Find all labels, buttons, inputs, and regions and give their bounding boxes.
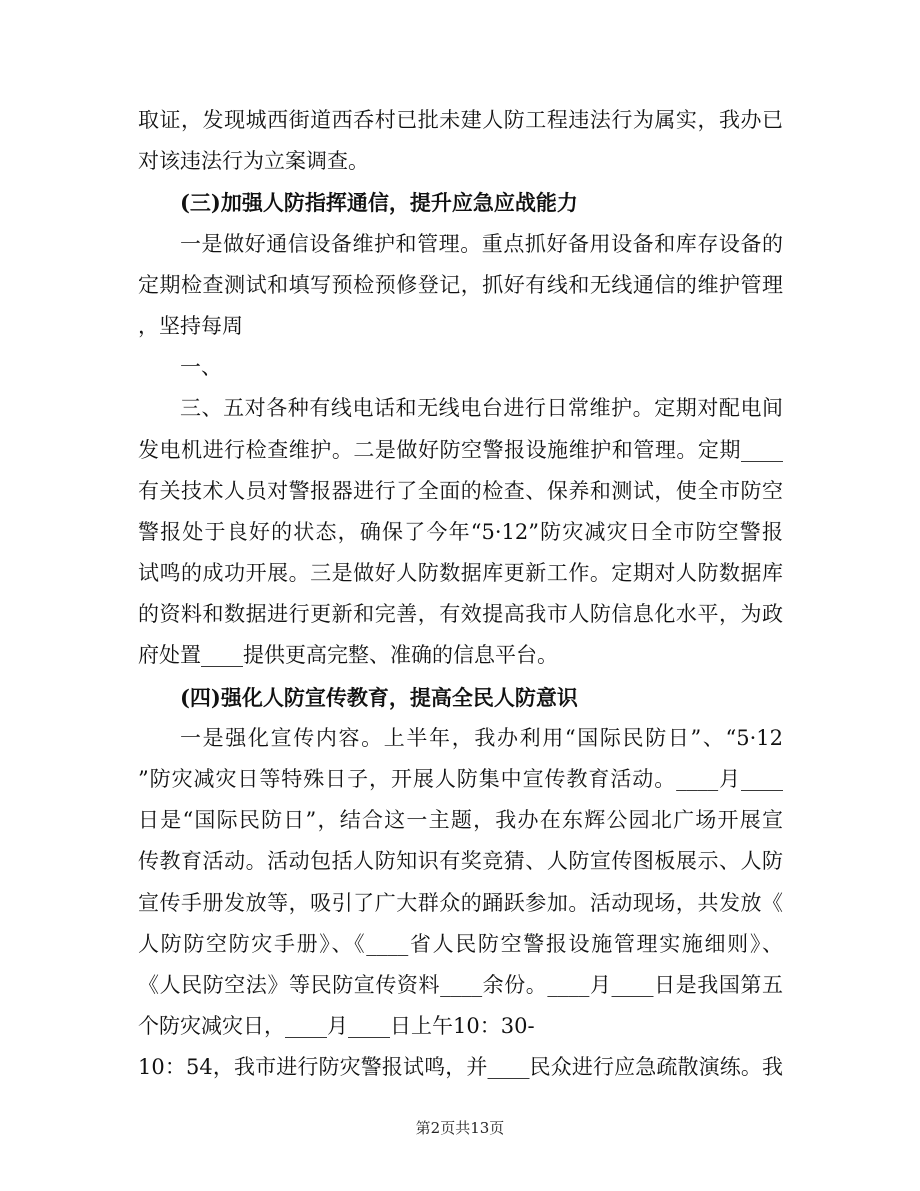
text-line: 三、五对各种有线电话和无线电台进行日常维护。定期对配电间 bbox=[180, 396, 783, 421]
text-line: ”防灾减灾日等特殊日子，开展人防集中宣传教育活动。____月____ bbox=[138, 767, 783, 791]
text-line: 传教育活动。活动包括人防知识有奖竞猜、人防宣传图板展示、人防 bbox=[138, 849, 783, 874]
text-line: 取证，发现城西街道西呑村已批未建人防工程违法行为属实，我办已 bbox=[138, 108, 783, 132]
text-line: 试鸣的成功开展。三是做好人防数据库更新工作。定期对人防数据库 bbox=[138, 561, 783, 586]
text-line: 对该违法行为立案调查。 bbox=[138, 149, 369, 174]
page-number: 第2页共13页 bbox=[415, 1119, 505, 1137]
section-heading: (三)加强人防指挥通信，提升应急应战能力 bbox=[180, 190, 578, 216]
text-line: ，坚持每周 bbox=[138, 313, 243, 338]
text-line: 有关技术人员对警报器进行了全面的检查、保养和测试，使全市防空 bbox=[138, 478, 783, 503]
text-line: 府处置____提供更高完整、准确的信息平台。 bbox=[138, 643, 558, 668]
text-line: 一是强化宣传内容。上半年，我办利用“国际民防日”、“5·12 bbox=[180, 725, 783, 750]
text-line: 发电机进行检查维护。二是做好防空警报设施维护和管理。定期____ bbox=[138, 437, 783, 462]
text-line: 宣传手册发放等，吸引了广大群众的踊跃参加。活动现场，共发放《 bbox=[138, 890, 783, 915]
document-body bbox=[138, 100, 783, 1089]
text-line: 定期检查测试和填写预检预修登记，抓好有线和无线通信的维护管理 bbox=[138, 272, 783, 297]
text-line: 10：54，我市进行防灾警报试鸣，并____民众进行应急疏散演练。我 bbox=[138, 1055, 783, 1080]
text-line: 警报处于良好的状态，确保了今年“5·12”防灾减灾日全市防空警报 bbox=[138, 519, 783, 544]
text-line: 个防灾减灾日，____月____日上午10：30- bbox=[138, 1014, 535, 1039]
text-line: 的资料和数据进行更新和完善，有效提高我市人防信息化水平，为政 bbox=[138, 602, 783, 627]
text-line: 人防防空防灾手册》、《____省人民防空警报设施管理实施细则》、 bbox=[138, 931, 783, 956]
text-line: 一、 bbox=[180, 355, 222, 380]
text-line: 日是“国际民防日”，结合这一主题，我办在东辉公园北广场开展宣 bbox=[138, 808, 783, 833]
text-line: 一是做好通信设备维护和管理。重点抓好备用设备和库存设备的 bbox=[180, 231, 783, 256]
text-line: 《人民防空法》等民防宣传资料____余份。____月____日是我国第五 bbox=[138, 972, 783, 997]
section-heading: (四)强化人防宣传教育，提高全民人防意识 bbox=[180, 684, 578, 710]
